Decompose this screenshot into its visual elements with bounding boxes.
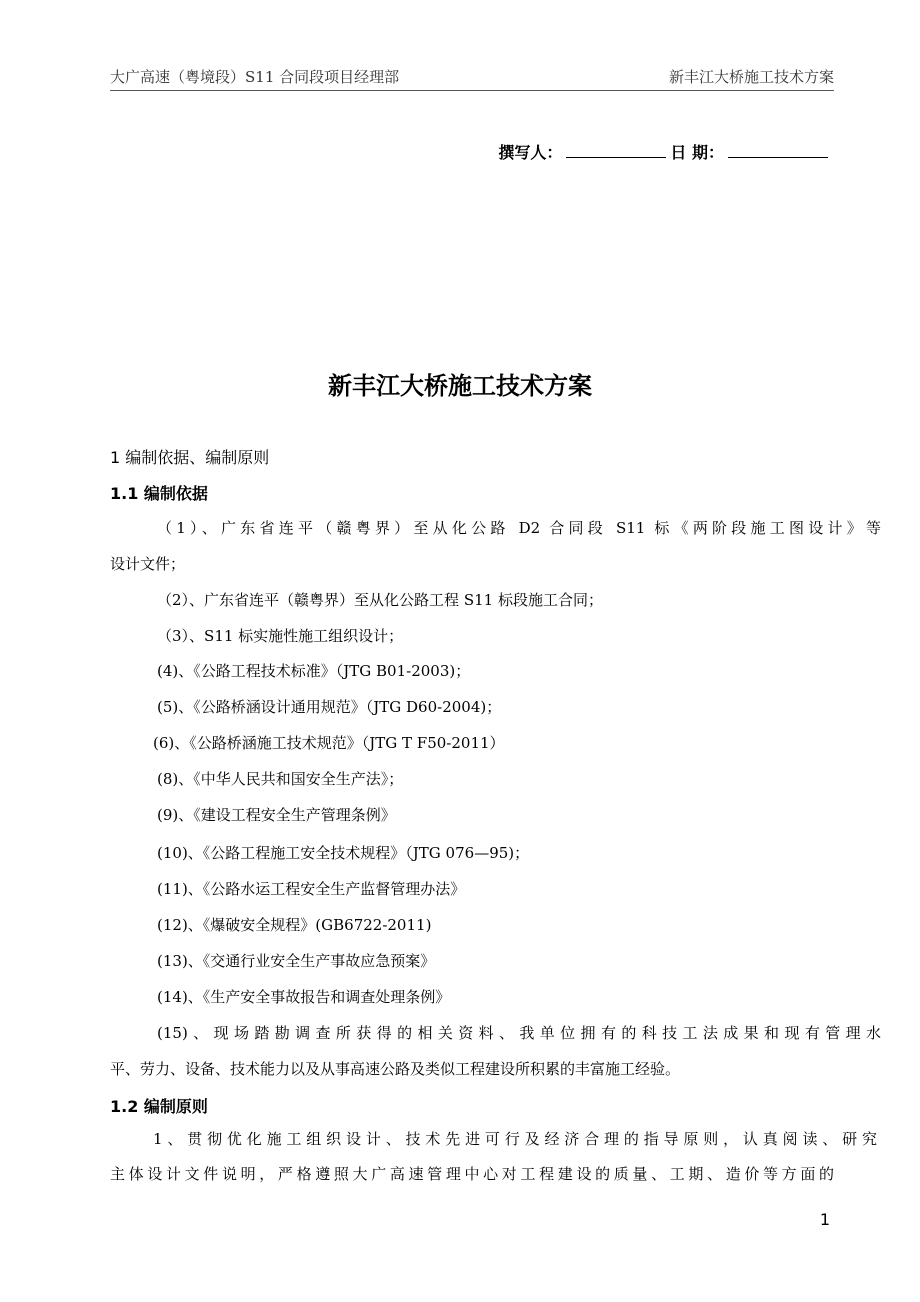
basis-item-6: (6)、《公路桥涵施工技术规范》（JTG T F50-2011） xyxy=(153,734,505,752)
basis-item-15-cont: 平、劳力、设备、技术能力以及从事高速公路及类似工程建设所积累的丰富施工经验。 xyxy=(110,1060,681,1078)
basis-item-13: (13)、《交通行业安全生产事故应急预案》 xyxy=(157,952,436,970)
basis-item-1: （1）、广东省连平（赣粤界）至从化公路 D2 合同段 S11 标《两阶段施工图设计》等 xyxy=(157,519,881,537)
basis-item-4: (4)、《公路工程技术标准》（JTG B01-2003)； xyxy=(157,662,471,680)
signature-line xyxy=(498,140,832,163)
basis-item-12: (12)、《爆破安全规程》(GB6722-2011) xyxy=(157,916,432,934)
basis-item-10: (10)、《公路工程施工安全技术规程》（JTG 076—95)； xyxy=(157,844,530,862)
header-document-title: 新丰江大桥施工技术方案 xyxy=(668,68,834,86)
page-number: 1 xyxy=(819,1210,830,1229)
date-label: 日 期： xyxy=(670,143,724,162)
section-heading-1-1: 1.1 编制依据 xyxy=(110,484,208,503)
basis-item-14: (14)、《生产安全事故报告和调查处理条例》 xyxy=(157,988,451,1006)
header-organization: 大广高速（粤境段）S11 合同段项目经理部 xyxy=(110,68,400,86)
section-heading-1-2: 1.2 编制原则 xyxy=(110,1097,208,1116)
basis-item-9: (9)、《建设工程安全生产管理条例》 xyxy=(157,806,396,824)
basis-item-8: (8)、《中华人民共和国安全生产法》； xyxy=(157,770,404,788)
principle-item-1-cont: 主体设计文件说明，严格遵照大广高速管理中心对工程建设的质量、工期、造价等方面的 xyxy=(110,1165,834,1183)
document-title: 新丰江大桥施工技术方案 xyxy=(328,372,592,400)
basis-item-11: (11)、《公路水运工程安全生产监督管理办法》 xyxy=(157,880,466,898)
basis-item-2: （2）、广东省连平（赣粤界）至从化公路工程 S11 标段施工合同； xyxy=(157,591,603,609)
author-label: 撰写人： xyxy=(498,143,563,162)
basis-item-3: （3）、S11 标实施性施工组织设计； xyxy=(157,627,404,645)
basis-item-1-cont: 设计文件； xyxy=(110,555,186,573)
date-blank xyxy=(728,143,828,158)
page-header xyxy=(110,64,834,91)
section-heading-1: 1 编制依据、编制原则 xyxy=(110,448,270,467)
basis-item-15: (15)、现场踏勘调查所获得的相关资料、我单位拥有的科技工法成果和现有管理水 xyxy=(157,1024,881,1042)
principle-item-1: 1、贯彻优化施工组织设计、技术先进可行及经济合理的指导原则，认真阅读、研究 xyxy=(153,1130,877,1148)
author-blank xyxy=(566,143,666,158)
basis-item-5: (5)、《公路桥涵设计通用规范》（JTG D60-2004)； xyxy=(157,698,502,716)
